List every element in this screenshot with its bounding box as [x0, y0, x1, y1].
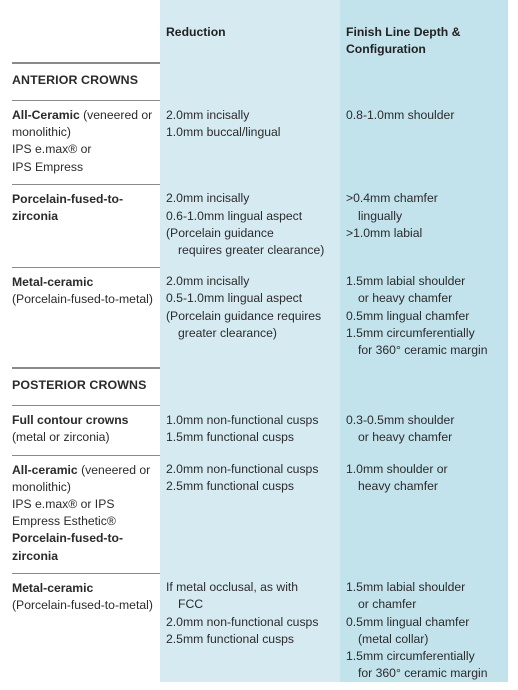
reduction-line: greater clearance) [178, 325, 277, 340]
header-finish-line: Finish Line Depth & Configuration [346, 25, 461, 57]
crown-type-cell [12, 267, 160, 368]
section-title: ANTERIOR CROWNS [12, 63, 160, 101]
section-title: POSTERIOR CROWNS [12, 368, 160, 406]
reduction-cell [160, 184, 340, 267]
crown-type-cell [12, 406, 160, 455]
crown-type-note: (Porcelain-fused-to-metal) [12, 291, 153, 306]
section-fill-reduction [160, 368, 340, 406]
finish-line-cell [340, 184, 508, 267]
header-reduction: Reduction [166, 25, 226, 39]
finish-line: 1.0mm shoulder or [346, 462, 448, 477]
finish-line-cell [340, 455, 508, 573]
crown-type-name: Metal-ceramic [12, 580, 94, 595]
finish-line-cell [340, 267, 508, 368]
crown-type-name: Metal-ceramic [12, 274, 94, 289]
finish-line: 1.5mm circumferentially [346, 649, 475, 664]
crown-type-note: (metal or zirconia) [12, 430, 110, 445]
finish-line: 1.5mm labial shoulder [346, 274, 466, 289]
reduction-cell [160, 406, 340, 455]
finish-line: 0.5mm lingual chamfer [346, 308, 470, 323]
table-row [12, 573, 508, 690]
header-blank [12, 0, 160, 63]
crown-type-note: IPS e.max® or IPS Empress Esthetic® [12, 496, 116, 529]
reduction-line: If metal occlusal, as with [166, 580, 299, 595]
finish-line: 1.5mm circumferentially [346, 325, 475, 340]
reduction-line: 2.5mm functional cusps [166, 479, 295, 494]
crown-type-name: All-Ceramic [12, 108, 80, 122]
table-row [12, 101, 508, 185]
section-header-row [12, 63, 508, 101]
crown-type-name: Porcelain-fused-to-zirconia [12, 191, 124, 224]
crown-type-note: IPS e.max® or [12, 142, 92, 157]
finish-line: or heavy chamfer [358, 291, 453, 306]
crown-type-cell [12, 101, 160, 185]
crown-type-note: IPS Empress [12, 159, 84, 174]
section-fill-finish [340, 63, 508, 101]
crown-type-note: (veneered or monolithic) [12, 462, 151, 494]
crown-type-name: Porcelain-fused-to-zirconia [12, 531, 124, 563]
crown-type-name: Full contour crowns [12, 413, 129, 428]
crown-type-cell [12, 455, 160, 573]
reduction-line: (Porcelain guidance [166, 225, 274, 240]
reduction-line: 1.5mm functional cusps [166, 429, 295, 444]
crown-type-note: (veneered or monolithic) [12, 108, 153, 140]
finish-line: 0.8-1.0mm shoulder [346, 107, 455, 122]
finish-line: >1.0mm labial [346, 225, 423, 240]
finish-line: or heavy chamfer [358, 429, 453, 444]
crown-type-cell [12, 184, 160, 267]
crown-type-name: All-ceramic [12, 462, 78, 477]
finish-line: >0.4mm chamfer [346, 191, 438, 206]
reduction-line: 2.5mm functional cusps [166, 631, 295, 646]
reduction-cell [160, 573, 340, 690]
reduction-line: 1.0mm buccal/lingual [166, 124, 281, 139]
finish-line: 0.5mm lingual chamfer [346, 614, 470, 629]
finish-line-cell [340, 573, 508, 690]
reduction-line: FCC [178, 597, 204, 612]
header-row [12, 0, 508, 63]
finish-line: (metal collar) [358, 631, 429, 646]
finish-line: for 360° ceramic margin [358, 342, 488, 357]
reduction-line: 2.0mm incisally [166, 107, 250, 122]
finish-line: for 360° ceramic margin [358, 666, 488, 681]
finish-line: 0.3-0.5mm shoulder [346, 412, 455, 427]
finish-line-cell [340, 406, 508, 455]
table-row [12, 267, 508, 368]
crown-type-note: (Porcelain-fused-to-metal) [12, 597, 153, 612]
reduction-line: 0.5-1.0mm lingual aspect [166, 291, 303, 306]
table-row [12, 184, 508, 267]
reduction-line: 2.0mm non-functional cusps [166, 462, 319, 477]
finish-line: heavy chamfer [358, 479, 438, 494]
table-body [12, 63, 508, 690]
crown-type-cell [12, 573, 160, 690]
reduction-line: 0.6-1.0mm lingual aspect [166, 208, 303, 223]
finish-line: lingually [358, 208, 403, 223]
reduction-line: 1.0mm non-functional cusps [166, 412, 319, 427]
reduction-line: requires greater clearance) [178, 242, 325, 257]
section-fill-reduction [160, 63, 340, 101]
crown-prep-table [12, 0, 508, 690]
section-header-row [12, 368, 508, 406]
finish-line-cell [340, 101, 508, 185]
table-row [12, 455, 508, 573]
finish-line: or chamfer [358, 597, 417, 612]
finish-line: 1.5mm labial shoulder [346, 580, 466, 595]
section-fill-finish [340, 368, 508, 406]
reduction-line: 2.0mm incisally [166, 191, 250, 206]
reduction-line: 2.0mm non-functional cusps [166, 614, 319, 629]
reduction-cell [160, 267, 340, 368]
reduction-line: (Porcelain guidance requires [166, 308, 322, 323]
reduction-cell [160, 455, 340, 573]
table-row [12, 406, 508, 455]
reduction-line: 2.0mm incisally [166, 274, 250, 289]
reduction-cell [160, 101, 340, 185]
